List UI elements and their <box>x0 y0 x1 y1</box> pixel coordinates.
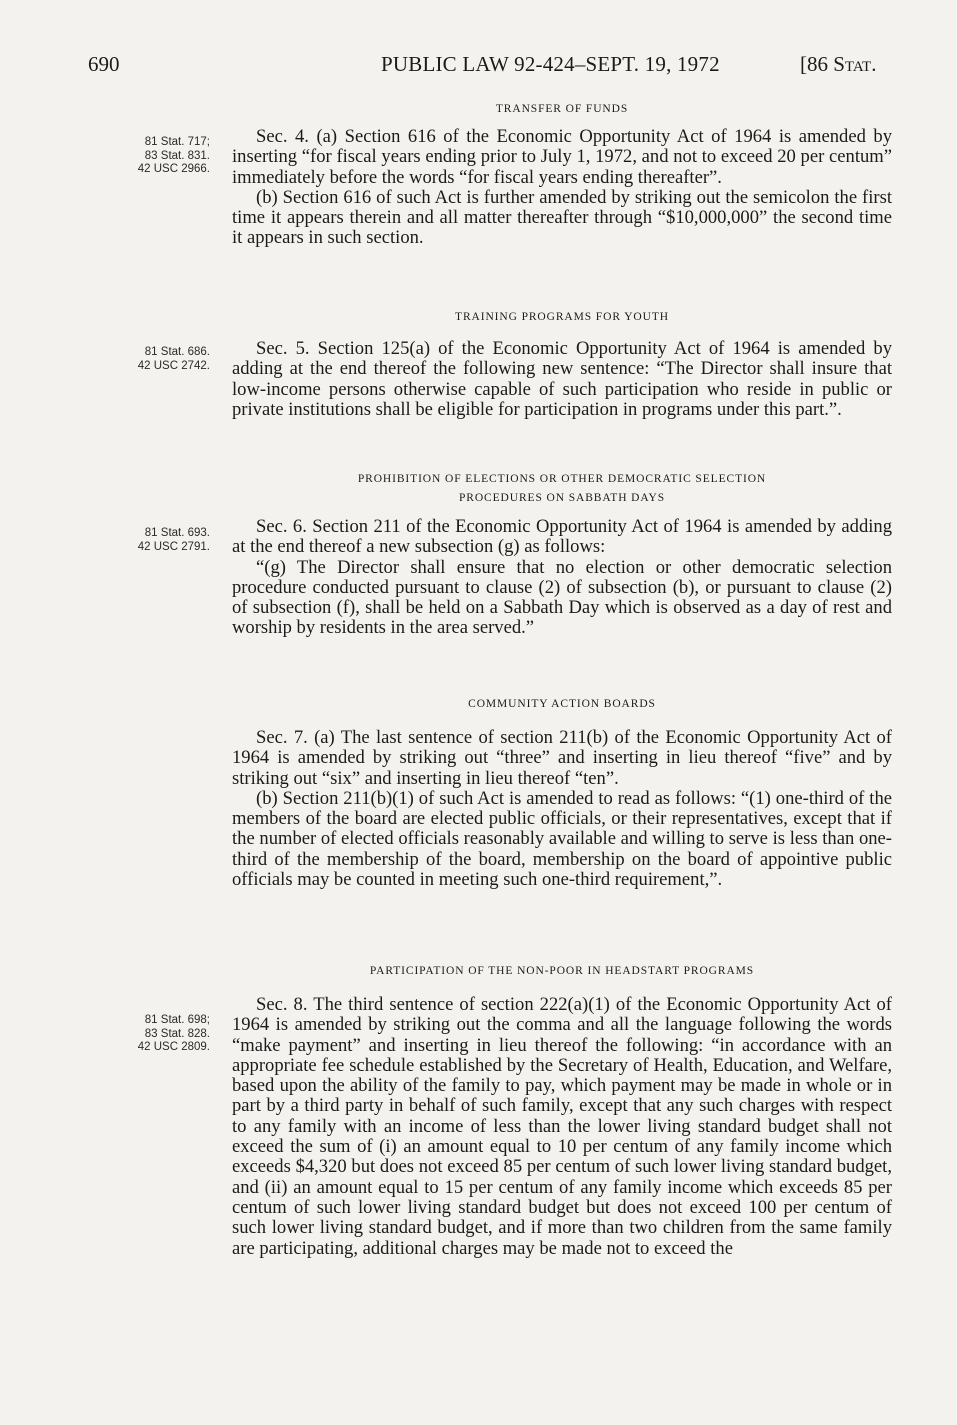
citation-line: 83 Stat. 828. <box>144 1027 210 1040</box>
margin-citation <box>80 136 210 177</box>
section-paragraph: (b) Section 211(b)(1) of such Act is amended to read as follows: “(1) one-third of the members of the board are elected public officials, or their representatives, except that if the number of elected officials reasonably available and willing to serve is less than one-third of the membership of the board, membership on the board of appointive public officials may be counted in meeting such one-third requirement,”. <box>232 787 892 891</box>
section-sabbath-days <box>232 470 892 639</box>
citation-line: 81 Stat. 717; <box>144 136 210 148</box>
page-header <box>0 52 957 82</box>
section-community-action-boards <box>232 695 892 890</box>
citation-line: 42 USC 2791. <box>137 540 210 553</box>
section-paragraph: Sec. 6. Section 211 of the Economic Opportunity Act of 1964 is amended by adding at the end thereof a new subsection (g) as follows: <box>232 516 892 558</box>
citation-line: 83 Stat. 831. <box>144 149 210 162</box>
section-paragraph: “(g) The Director shall ensure that no election or other democratic selection procedure conducted pursuant to clause (2) of subsection (b), or pursuant to clause (2) of subsection (f), shall be held on a Sabbath Day which is observed as a day of rest and worship by residents in the area served.” <box>232 556 892 639</box>
margin-citation <box>80 346 210 373</box>
citation-line: 81 Stat. 693. <box>144 527 210 539</box>
section-paragraph: Sec. 4. (a) Section 616 of the Economic Opportunity Act of 1964 is amended by inserting “for fiscal years ending prior to July 1, 1972, and not to exceed 20 per centum” immediately before the words “for fiscal years ending thereafter”. <box>232 126 892 188</box>
section-heading: PARTICIPATION OF THE NON-POOR IN HEADSTART PROGRAMS <box>369 965 755 977</box>
section-paragraph: Sec. 5. Section 125(a) of the Economic Opportunity Act of 1964 is amended by adding at the end thereof the following new sentence: “The Director shall insure that low-income persons otherwise capable of such participation who reside in public or private institutions shall be eligible for participation in programs under this part.”. <box>232 338 892 420</box>
section-paragraph: Sec. 8. The third sentence of section 222(a)(1) of the Economic Opportunity Act of 1964 is amended by striking out the comma and all the language following the words “make payment” and inserting in lieu thereof the following: “in accordance with an appropriate fee schedule established by the Secretary of Health, Education, and Welfare, based upon the ability of the family to pay, which payment may be made in whole or in part by a third party in behalf of such family, except that any such charges with respect to any family with an income of less than the lower living standard budget shall not exceed the sum of (i) an amount equal to 10 per centum of any family income which exceeds $4,320 but does not exceed 85 per centum of such lower living standard budget, and (ii) an amount equal to 15 per centum of any family income which exceeds 85 per centum of such lower living standard budget but does not exceed 100 per centum of such lower living standard budget, and if more than two children from the same family are participating, additional charges may be made not to exceed the <box>232 994 892 1259</box>
section-heading: COMMUNITY ACTION BOARDS <box>468 698 656 710</box>
section-headstart-programs <box>232 962 892 1259</box>
citation-line: 81 Stat. 686. <box>144 346 210 358</box>
margin-citation <box>80 527 210 554</box>
section-paragraph: Sec. 7. (a) The last sentence of section 211(b) of the Economic Opportunity Act of 1964 is amended by striking out “three” and inserting in lieu thereof “five” and by striking out “six” and inserting in lieu thereof “ten”. <box>232 727 892 789</box>
section-paragraph: (b) Section 616 of such Act is further amended by striking out the semicolon the first time it appears therein and all matter thereafter through “$10,000,000” the second time it appears in such section. <box>232 186 892 249</box>
section-training-programs <box>232 308 892 420</box>
citation-line: 42 USC 2966. <box>137 163 210 175</box>
section-heading: TRAINING PROGRAMS FOR YOUTH <box>455 311 669 323</box>
margin-citation <box>80 1014 210 1055</box>
section-heading: PROCEDURES ON SABBATH DAYS <box>458 492 666 504</box>
page-number: 690 <box>88 52 120 76</box>
section-heading: PROHIBITION OF ELECTIONS OR OTHER DEMOCRATIC SELECTION <box>357 473 767 485</box>
section-transfer-of-funds <box>232 100 892 249</box>
citation-line: 42 USC 2742. <box>137 359 210 372</box>
section-heading: TRANSFER OF FUNDS <box>495 103 629 115</box>
citation-line: 81 Stat. 698; <box>144 1014 210 1026</box>
page-header-title: PUBLIC LAW 92-424–SEPT. 19, 1972 <box>381 52 720 76</box>
statute-reference: [86 Stat. <box>800 52 877 76</box>
citation-line: 42 USC 2809. <box>137 1041 210 1053</box>
